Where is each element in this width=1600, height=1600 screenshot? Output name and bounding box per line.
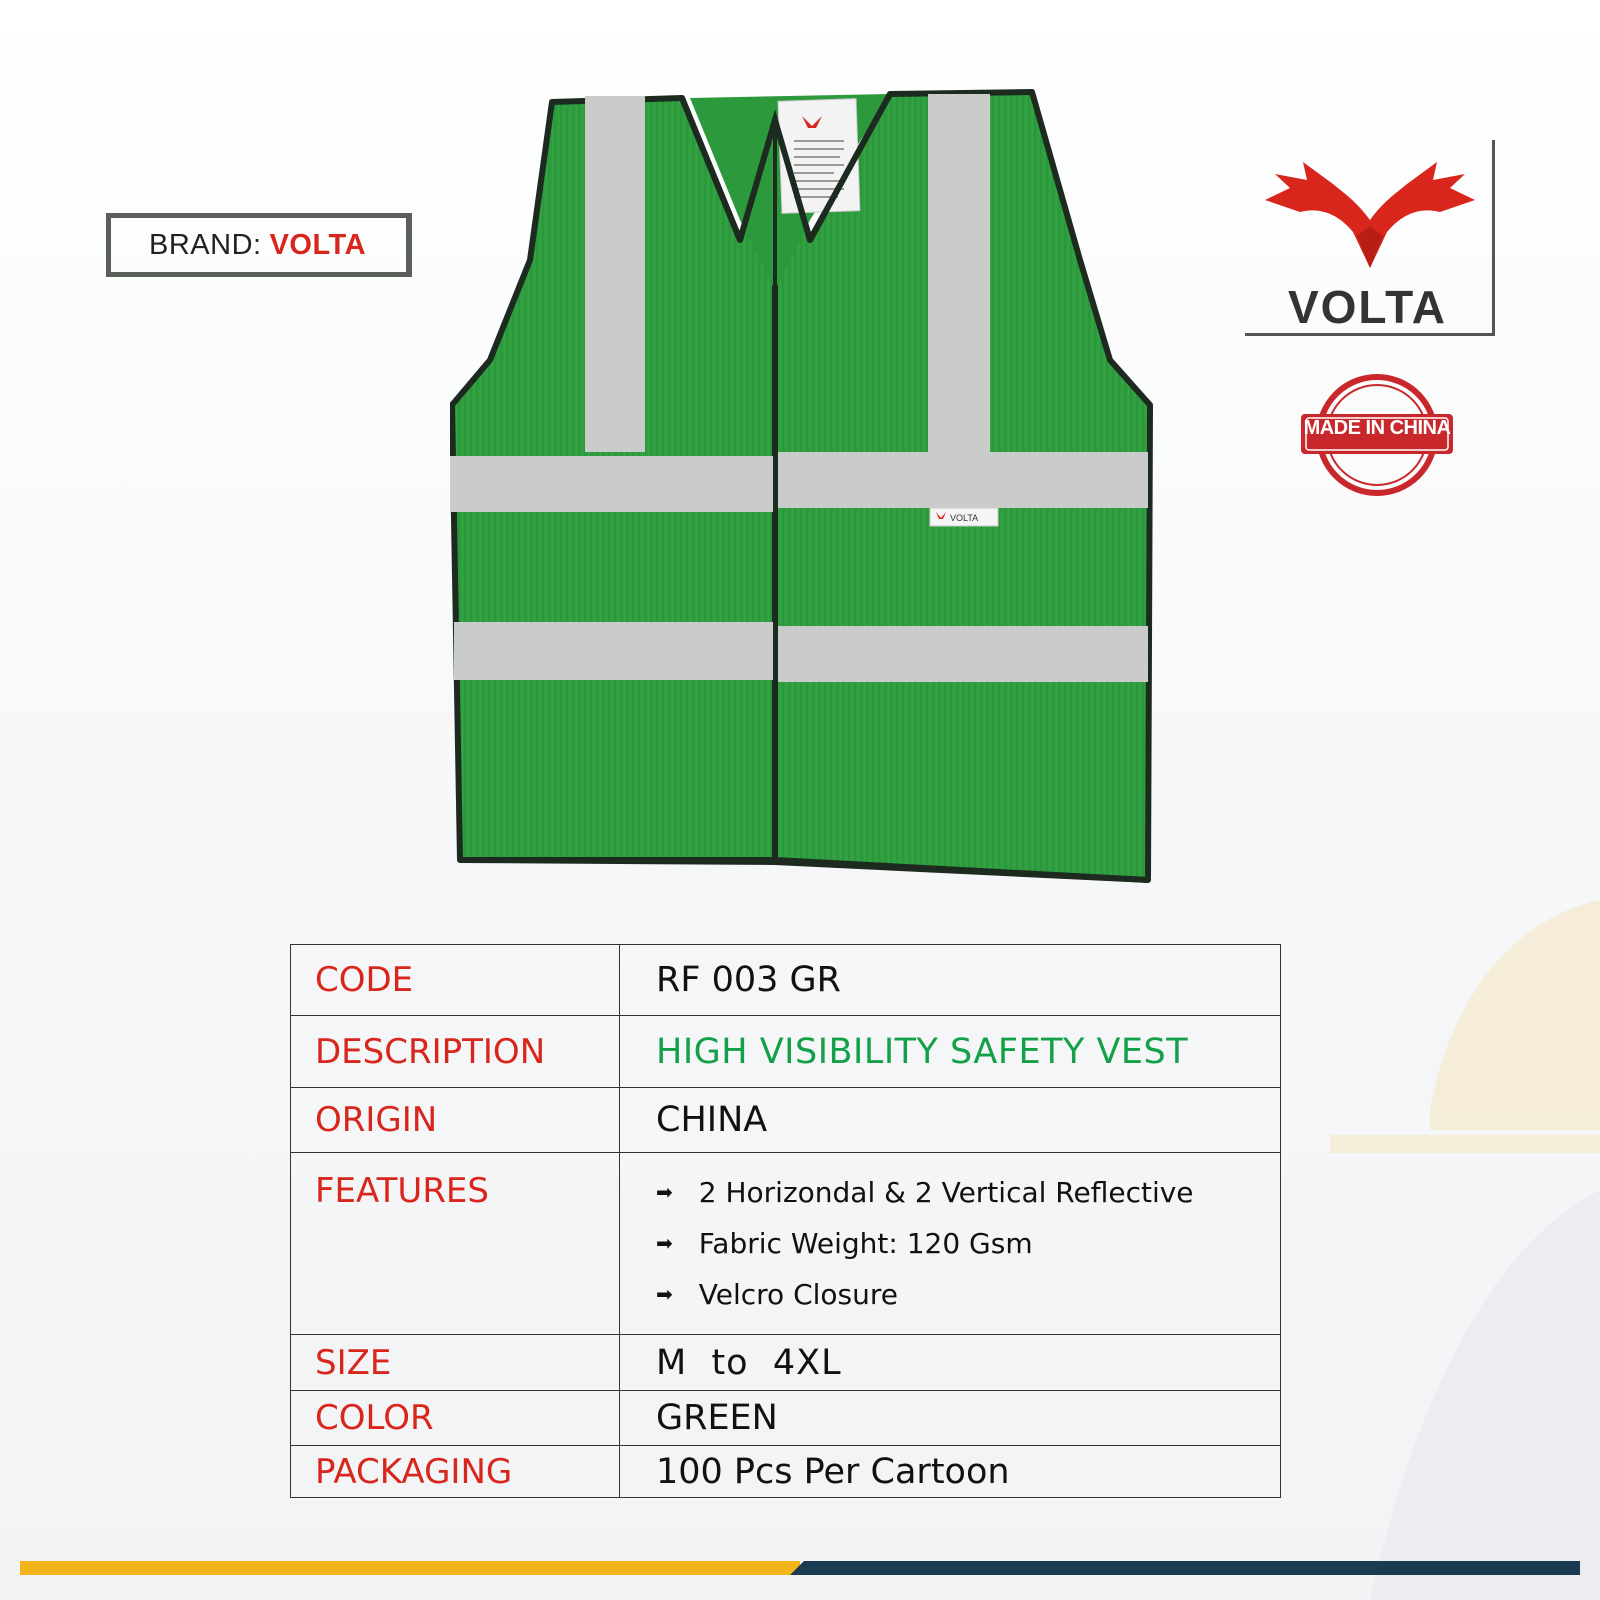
feature-item: ➡ Velcro Closure — [656, 1269, 1280, 1320]
spec-key-packaging: PACKAGING — [291, 1446, 620, 1498]
background-decoration — [1300, 880, 1600, 1600]
arrow-right-icon: ➡ — [656, 1180, 673, 1204]
spec-row-description — [291, 1016, 1281, 1088]
spec-value-origin: CHINA — [620, 1088, 1281, 1153]
spec-row-code — [291, 945, 1281, 1016]
spec-key-origin: ORIGIN — [291, 1088, 620, 1153]
feature-item: ➡ 2 Horizondal & 2 Vertical Reflective — [656, 1167, 1280, 1218]
spec-key-color: COLOR — [291, 1391, 620, 1446]
spec-row-packaging — [291, 1446, 1281, 1498]
bottom-color-bar — [20, 1561, 1580, 1575]
spec-key-size: SIZE — [291, 1335, 620, 1391]
spec-value-code: RF 003 GR — [620, 945, 1281, 1016]
spec-key-features: FEATURES — [291, 1153, 620, 1335]
feature-item: ➡ Fabric Weight: 120 Gsm — [656, 1218, 1280, 1269]
spec-value-size: M to 4XL — [620, 1335, 1281, 1391]
bottom-bar-navy — [790, 1561, 1580, 1575]
arrow-right-icon: ➡ — [656, 1282, 673, 1306]
spec-row-color — [291, 1391, 1281, 1446]
spec-value-features — [620, 1153, 1281, 1335]
eagle-wings-icon — [1245, 140, 1495, 280]
features-list — [656, 1155, 1280, 1332]
stamp-text: MADE IN CHINA — [1303, 417, 1451, 439]
spec-row-size — [291, 1335, 1281, 1391]
spec-value-packaging: 100 Pcs Per Cartoon — [620, 1446, 1281, 1498]
vest-tag-text: VOLTA — [950, 513, 979, 523]
arrow-right-icon: ➡ — [656, 1231, 673, 1255]
spec-row-features — [291, 1153, 1281, 1335]
bottom-bar-yellow — [20, 1561, 800, 1575]
spec-key-description: DESCRIPTION — [291, 1016, 620, 1088]
spec-key-code: CODE — [291, 945, 620, 1016]
brand-label-box — [106, 213, 412, 277]
logo-text: VOLTA — [1287, 281, 1448, 333]
vest-tag — [930, 508, 998, 526]
brand-label: BRAND: — [149, 228, 262, 261]
spec-row-origin — [291, 1088, 1281, 1153]
spec-value-color: GREEN — [620, 1391, 1281, 1446]
spec-value-description: HIGH VISIBILITY SAFETY VEST — [620, 1016, 1281, 1088]
volta-logo — [1245, 140, 1495, 336]
brand-value: VOLTA — [269, 228, 367, 261]
safety-vest-image — [450, 60, 1155, 900]
made-in-china-stamp — [1299, 370, 1455, 500]
spec-table — [290, 944, 1281, 1498]
